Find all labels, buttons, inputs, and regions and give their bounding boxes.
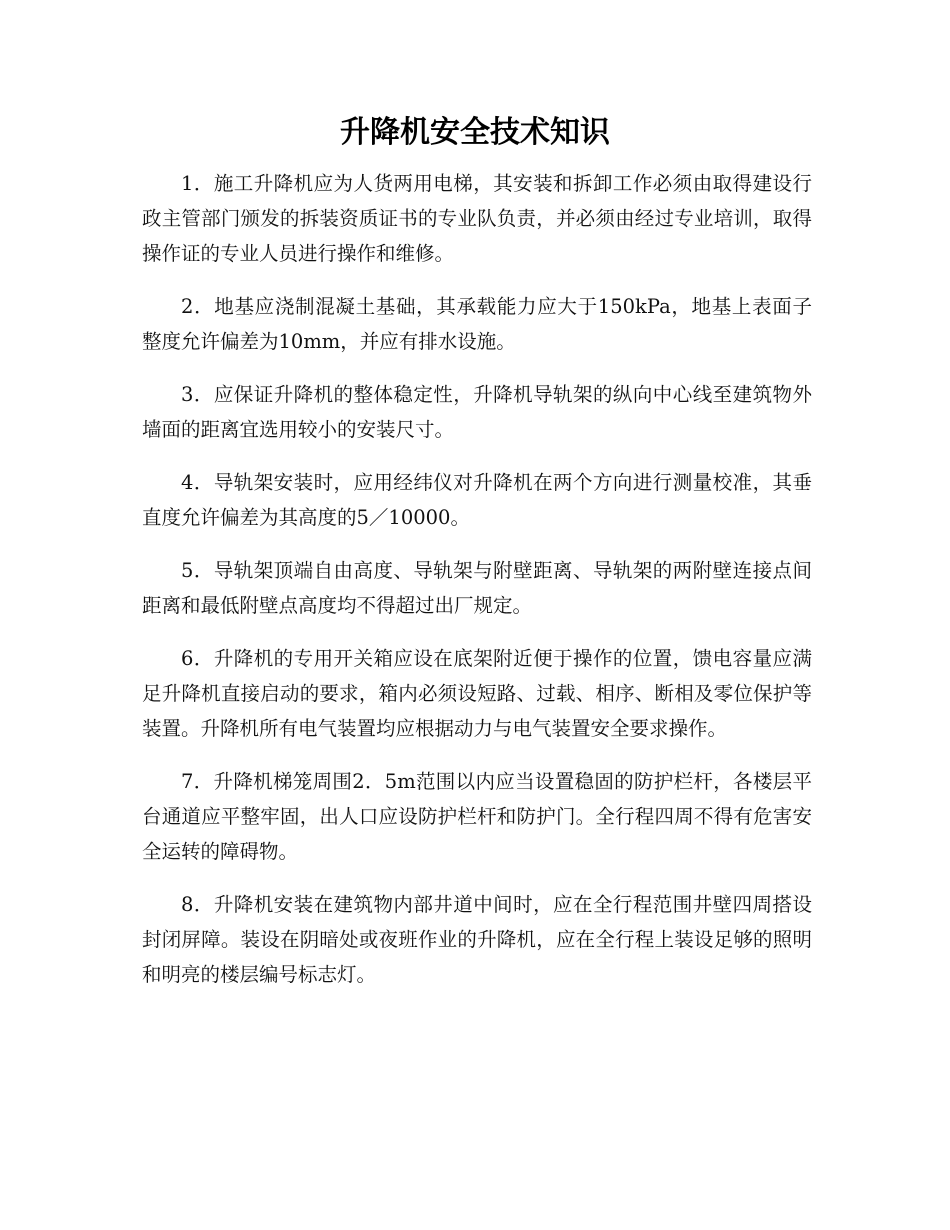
paragraph-2: 2．地基应浇制混凝土基础，其承载能力应大于150kPa，地基上表面子整度允许偏差为10mm，并应有排水设施。 — [142, 295, 812, 353]
paragraph-7: 7．升降机梯笼周围2．5m范围以内应当设置稳固的防护栏杆，各楼层平台通道应平整牢固，出人口应设防护栏杆和防护门。全行程四周不得有危害安全运转的障碍物。 — [142, 770, 812, 863]
paragraph-5: 5．导轨架顶端自由高度、导轨架与附壁距离、导轨架的两附壁连接点间距离和最低附壁点高度均不得超过出厂规定。 — [142, 559, 812, 617]
paragraph-8: 8．升降机安装在建筑物内部井道中间时，应在全行程范围井壁四周搭设封闭屏障。装设在阴暗处或夜班作业的升降机，应在全行程上装设足够的照明和明亮的楼层编号标志灯。 — [142, 893, 812, 986]
paragraph-1: 1．施工升降机应为人货两用电梯，其安装和拆卸工作必须由取得建设行政主管部门颁发的拆装资质证书的专业队负责，并必须由经过专业培训，取得操作证的专业人员进行操作和维修。 — [142, 172, 812, 265]
page-title: 升降机安全技术知识 — [340, 115, 610, 150]
document-body — [142, 166, 812, 1010]
paragraph-6: 6．升降机的专用开关箱应设在底架附近便于操作的位置，馈电容量应满足升降机直接启动的要求，箱内必须设短路、过载、相序、断相及零位保护等装置。升降机所有电气装置均应根据动力与电气装置安全要求操作。 — [142, 647, 812, 740]
paragraph-3: 3．应保证升降机的整体稳定性，升降机导轨架的纵向中心线至建筑物外墙面的距离宜选用较小的安装尺寸。 — [142, 383, 812, 441]
paragraph-4: 4．导轨架安装时，应用经纬仪对升降机在两个方向进行测量校准，其垂直度允许偏差为其高度的5／10000。 — [142, 471, 812, 529]
